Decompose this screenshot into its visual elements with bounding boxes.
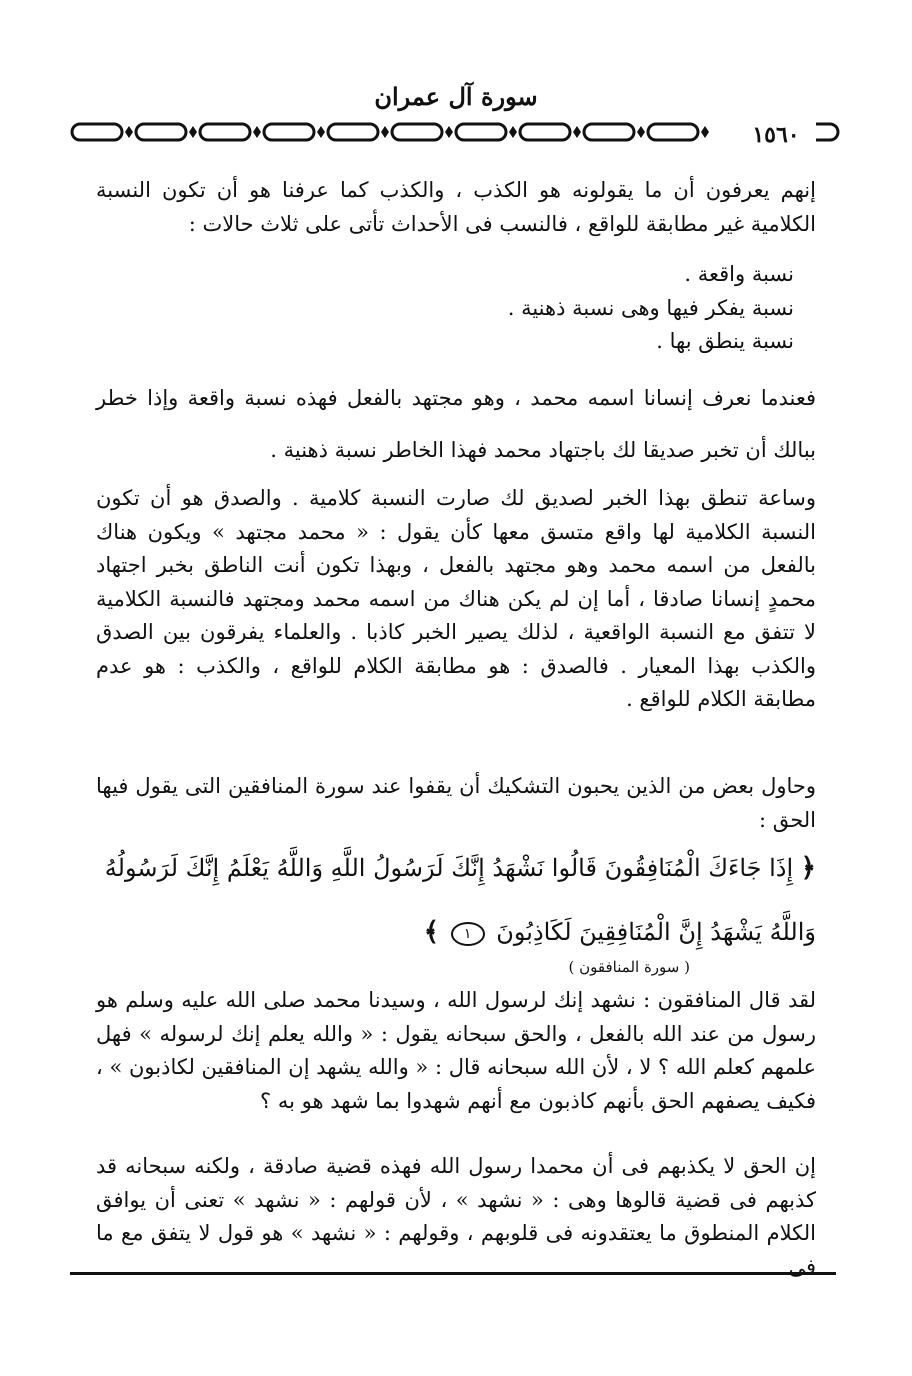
paragraph-text: وحاول بعض من الذين يحبون التشكيك أن يقفوا عند سورة المنافقين التى يقول فيها الحق : <box>96 774 816 832</box>
example-paragraph <box>96 372 816 476</box>
page-number: ١٥٦٠ <box>736 122 816 148</box>
paragraph-text: وساعة تنطق بهذا الخبر لصديق لك صارت النسبة كلامية . والصدق هو أن تكون النسبة الكلامية لها واقع متسق معها كأن يقول : « محمد مجتهد » ويكون هناك بالفعل من اسمه محمد وهو مجتهد بالفعل ، وبهذا تكون أنت الناطق بخبر اجتهاد محمدٍ إنسانا صادقا ، أما إن لم يكن هناك من اسمه محمد ومجتهد فالنسبة الكلامية لا تتفق مع النسبة الواقعية ، لذلك يصير الخبر كاذبا . والعلماء يفرقون بين الصدق والكذب بهذا المعيار . فالصدق : هو مطابقة الكلام للواقع ، والكذب : هو عدم مطابقة الكلام للواقع . <box>96 486 816 711</box>
quran-verse-text: إِذَا جَاءَكَ الْمُنَافِقُونَ قَالُوا نَشْهَدُ إِنَّكَ لَرَسُولُ اللَّهِ وَاللَّهُ يَعْلَمُ إِنَّكَ لَرَسُولُهُ وَاللَّهُ يَشْهَدُ إِنَّ الْمُنَافِقِينَ لَكَاذِبُونَ <box>104 854 816 946</box>
commentary-paragraph <box>96 984 816 1118</box>
munafiqun-intro-paragraph <box>96 770 816 837</box>
quran-verse <box>76 836 816 964</box>
list-item: نسبة يفكر فيها وهى نسبة ذهنية . <box>507 295 794 320</box>
footer-divider <box>70 1272 836 1275</box>
ornamental-border <box>70 118 840 146</box>
relation-list <box>294 258 794 359</box>
quran-open-bracket: ﴿ <box>800 853 816 883</box>
list-item: نسبة واقعة . <box>684 262 794 286</box>
paragraph-text: إن الحق لا يكذبهم فى أن محمدا رسول الله فهذه قضية صادقة ، ولكنه سبحانه قد كذبهم فى قضية قالوها وهى : « نشهد » ، لأن قولهم : « نشهد » تعنى أن يوافق الكلام المنطوق ما يعتقدونه فى قلوبهم ، وقولهم : « نشهد » هو قول لا يتفق مع ما فى <box>96 1154 816 1279</box>
intro-paragraph <box>96 174 816 241</box>
intro-text: إنهم يعرفون أن ما يقولونه هو الكذب ، والكذب كما عرفنا هو أن تكون النسبة الكلامية غير مطابقة للواقع ، فالنسب فى الأحداث تأتى على ثلاث حالات : <box>96 178 816 236</box>
paragraph-text: لقد قال المنافقون : نشهد إنك لرسول الله ، وسيدنا محمد صلى الله عليه وسلم هو رسول من عند الله بالفعل ، والحق سبحانه يقول : « والله يعلم إنك لرسوله » فهل علمهم كعلم الله ؟ لا ، لأن الله سبحانه قال : « والله يشهد إن المنافقين لكاذبون » ، فكيف يصفهم الحق بأنهم كاذبون مع أنهم شهدوا بما شهد هو به ؟ <box>96 988 816 1113</box>
ayah-number-marker: ١ <box>451 922 485 946</box>
truth-definition-paragraph <box>96 482 816 717</box>
list-item: نسبة ينطق بها . <box>656 329 794 353</box>
example-text: فعندما نعرف إنسانا اسمه محمد ، وهو مجتهد بالفعل فهذه نسبة واقعة وإذا خطر ببالك أن تخبر صديقا لك باجتهاد محمد فهذا الخاطر نسبة ذهنية . <box>96 386 816 462</box>
surah-reference: ( سورة المنافقون ) <box>568 958 690 976</box>
conclusion-paragraph <box>96 1150 816 1284</box>
surah-title: سورة آل عمران <box>374 82 538 111</box>
quran-close-bracket: ﴾ <box>423 917 439 947</box>
